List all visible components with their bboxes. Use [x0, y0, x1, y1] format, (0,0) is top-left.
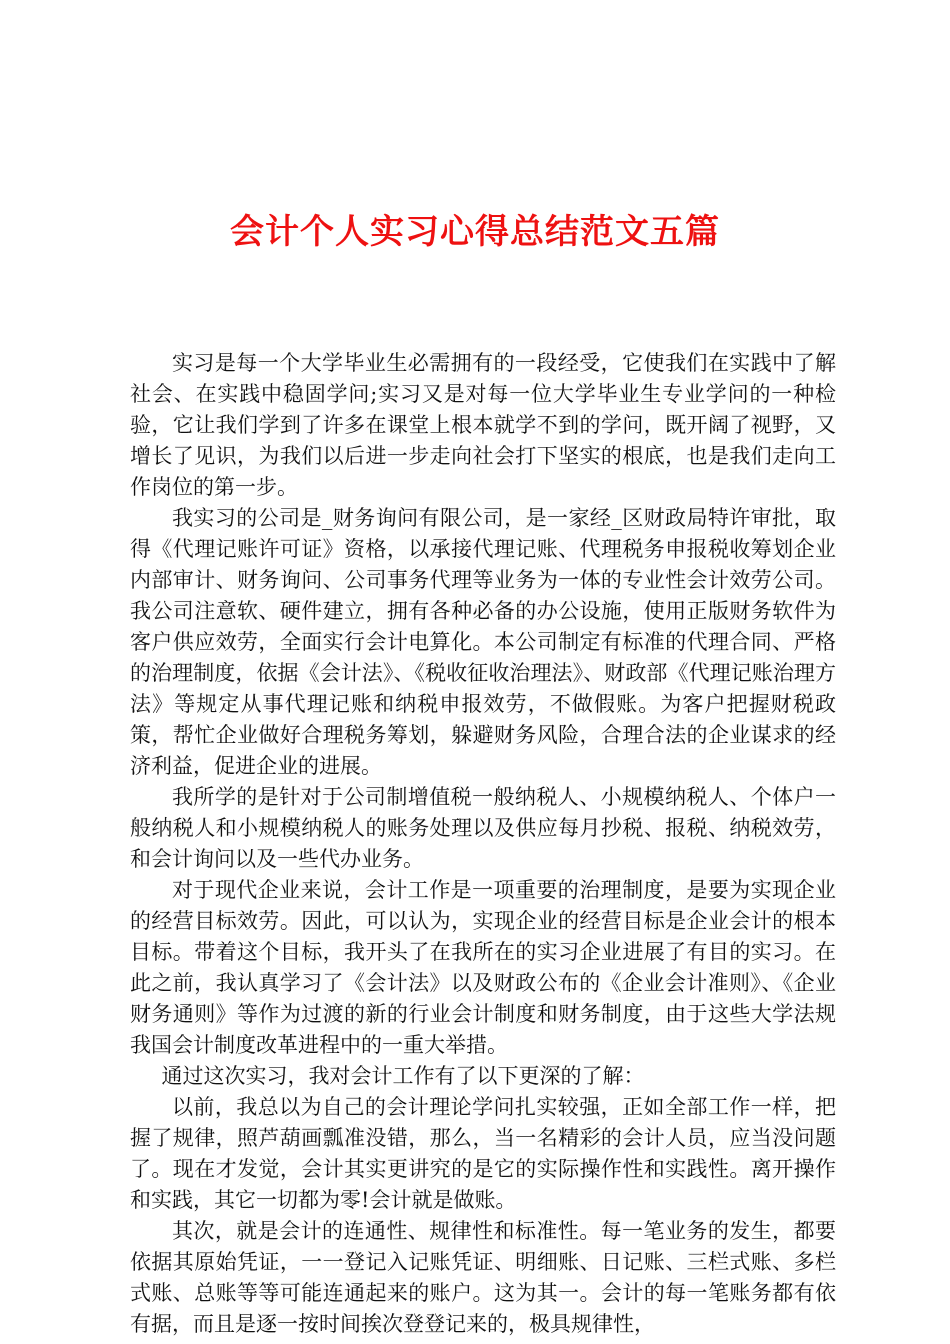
paragraph-2: 我实习的公司是_财务询问有限公司，是一家经_区财政局特许审批，取得《代理记账许可证》资格，以承接代理记账、代理税务申报税收筹划企业内部审计、财务询问、公司事务代理等业务为一体的专业性会计效劳公司。我公司注意软、硬件建立，拥有各种必备的办公设施，使用正版财务软件为客户供应效劳，全面实行会计电算化。本公司制定有标准的代理合同、严格的治理制度，依据《会计法》、《税收征收治理法》、财政部《代理记账治理方法》等规定从事代理记账和纳税申报效劳，不做假账。为客户把握财税政策，帮忙企业做好合理税务筹划，躲避财务风险，合理合法的企业谋求的经济利益，促进企业的进展。 [130, 506, 836, 778]
paragraph-5: 通过这次实习，我对会计工作有了以下更深的了解： [161, 1064, 645, 1088]
document-body [130, 348, 836, 1340]
paragraph-1: 实习是每一个大学毕业生必需拥有的一段经受，它使我们在实践中了解社会、在实践中稳固学问;实习又是对每一位大学毕业生专业学问的一种检验，它让我们学到了许多在课堂上根本就学不到的学问，既开阔了视野，又增长了见识，为我们以后进一步走向社会打下坚实的根底，也是我们走向工作岗位的第一步。 [130, 351, 836, 499]
paragraph-3: 我所学的是针对于公司制增值税一般纳税人、小规模纳税人、个体户一般纳税人和小规模纳税人的账务处理以及供应每月抄税、报税、纳税效劳，和会计询问以及一些代办业务。 [130, 785, 836, 871]
paragraph-7: 其次，就是会计的连通性、规律性和标准性。每一笔业务的发生，都要依据其原始凭证，一一登记入记账凭证、明细账、日记账、三栏式账、多栏式账、总账等等可能连通起来的账户。这为其一。会计的每一笔账务都有依有据，而且是逐一按时间挨次登登记来的，极具规律性， [130, 1219, 836, 1336]
document-title: 会计个人实习心得总结范文五篇 [230, 212, 720, 252]
paragraph-6: 以前，我总以为自己的会计理论学问扎实较强，正如全部工作一样，把握了规律，照芦葫画瓢准没错，那么，当一名精彩的会计人员，应当没问题了。现在才发觉，会计其实更讲究的是它的实际操作性和实践性。离开操作和实践，其它一切都为零!会计就是做账。 [130, 1095, 836, 1212]
paragraph-4: 对于现代企业来说，会计工作是一项重要的治理制度，是要为实现企业的经营目标效劳。因此，可以认为，实现企业的经营目标是企业会计的根本目标。带着这个目标，我开头了在我所在的实习企业进展了有目的实习。在此之前，我认真学习了《会计法》以及财政公布的《企业会计准则》、《企业财务通则》等作为过渡的新的行业会计制度和财务制度，由于这些大学法规我国会计制度改革进程中的一重大举措。 [130, 878, 836, 1057]
